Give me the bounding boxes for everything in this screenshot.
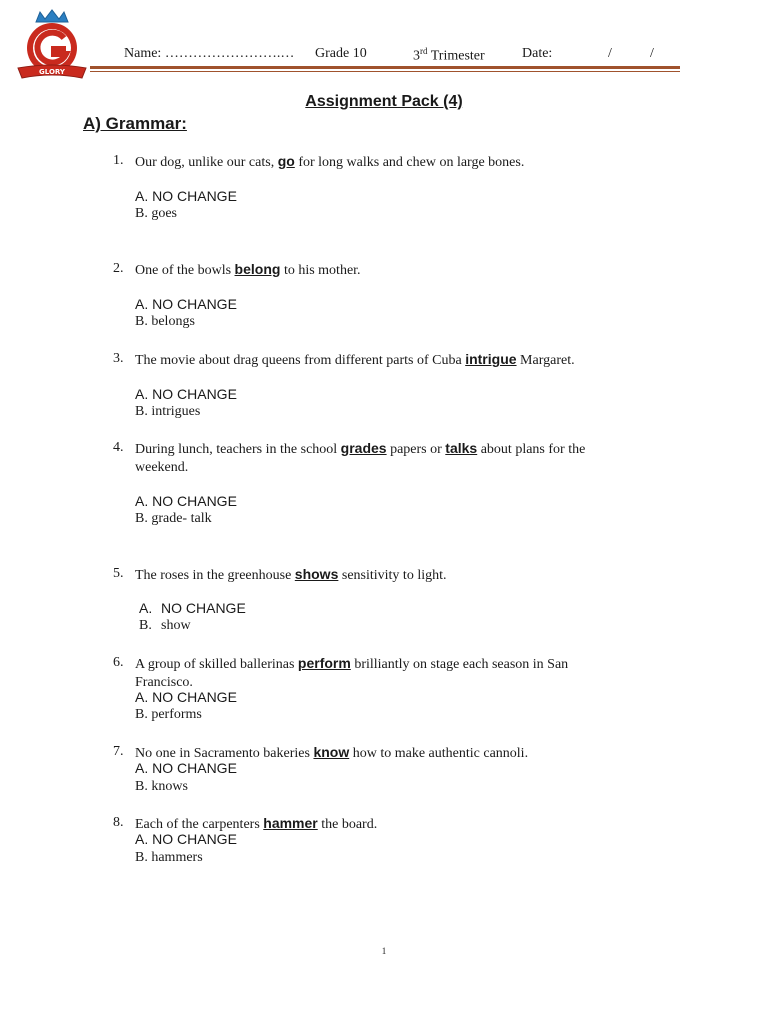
option-b[interactable]: B. show [139,618,191,633]
logo-text: GLORY [39,68,65,76]
option-b[interactable]: B. belongs [135,314,195,329]
option-b[interactable]: B. performs [135,707,202,722]
option-b[interactable]: B. intrigues [135,404,201,419]
question: 1. Our dog, unlike our cats, go for long walks and chew on large bones. [113,153,525,170]
option-b[interactable]: B. knows [135,779,188,794]
option-b[interactable]: B. goes [135,206,177,221]
question: 4. During lunch, teachers in the school grades papers or talks about plans for the weekend. [113,440,586,475]
date-label: Date: [522,46,553,61]
question: 5. The roses in the greenhouse shows sensitivity to light. [113,566,447,583]
option-a[interactable]: A. NO CHANGE [135,493,237,509]
option-a[interactable]: A. NO CHANGE [135,296,237,312]
option-a[interactable]: A. NO CHANGE [139,600,246,616]
date-separator: / [650,46,654,61]
question: 2. One of the bowls belong to his mother. [113,261,361,278]
option-a[interactable]: A. NO CHANGE [135,188,237,204]
option-a[interactable]: A. NO CHANGE [135,760,237,776]
name-label: Name: …………………….… [124,46,295,61]
option-a[interactable]: A. NO CHANGE [135,386,237,402]
header-rule-thin [90,71,680,72]
section-heading: A) Grammar: [83,114,187,133]
option-a[interactable]: A. NO CHANGE [135,689,237,705]
header-rule [90,66,680,69]
date-separator: / [608,46,612,61]
question: 7. No one in Sacramento bakeries know how to make authentic cannoli. [113,744,529,761]
trimester-label: 3rd Trimester [413,46,485,64]
option-b[interactable]: B. grade- talk [135,511,212,526]
question: 6. A group of skilled ballerinas perform brilliantly on stage each season in San Francisco. [113,655,569,690]
option-a[interactable]: A. NO CHANGE [135,831,237,847]
option-b[interactable]: B. hammers [135,850,203,865]
school-logo [14,8,90,84]
grade-label: Grade 10 [315,46,367,61]
question: 3. The movie about drag queens from different parts of Cuba intrigue Margaret. [113,351,575,368]
page-number: 1 [381,946,387,956]
page-title: Assignment Pack (4) [305,93,463,110]
question: 8. Each of the carpenters hammer the board. [113,815,378,832]
